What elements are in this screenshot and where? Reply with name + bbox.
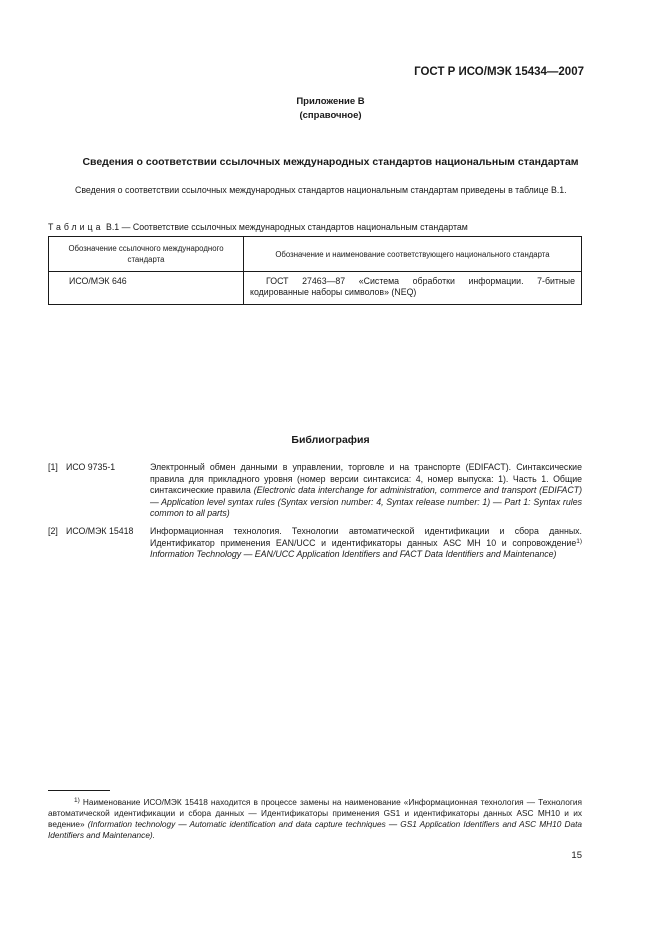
bibliography-entry xyxy=(48,526,582,576)
annex-status: (справочное) xyxy=(299,110,362,121)
table-header-ref: Обозначение ссылочного международного стандарта xyxy=(49,237,244,272)
table-header-row xyxy=(49,237,582,272)
footnote-separator xyxy=(48,790,110,791)
bibliography-entry-text: Электронный обмен данными в управлении, торговле и на транспорте (EDIFACT). Синтаксические правила для прикладного уровня (номер версии синтаксиса: 4, номер выпуска: 1). Часть 1. Общие синтаксические правила (Electronic data interchange for administration, commerce and transport (EDIFACT) — Application level syntax rules (Syntax version number: 4, Syntax release number: 1) — Part 1: Syntax rules common to all parts) xyxy=(150,462,582,518)
footnote-reference: 1) xyxy=(576,537,582,545)
bibliography-entry-number: [1] xyxy=(48,462,58,472)
footnote-marker: 1) xyxy=(74,797,80,804)
table-caption-text: В.1 — Соответствие ссылочных международных стандартов национальным стандартам xyxy=(105,222,468,232)
bibliography-entry-text: Информационная технология. Технологии автоматической идентификации и сбора данных. Идентификатор применения EAN/UCC и идентификаторы данных ASC MH 10 и сопровождение$^{1)}$ Information Technology — EAN/UCC Application Identifiers and FACT Data Identifiers and Maintenance) xyxy=(150,526,582,559)
table-caption xyxy=(48,222,468,232)
reference-table xyxy=(48,236,582,305)
table-header-national: Обозначение и наименование соответствующего национального стандарта xyxy=(244,237,582,272)
standard-code-header: ГОСТ Р ИСО/МЭК 15434—2007 xyxy=(414,66,584,78)
table-cell-national: ГОСТ 27463—87 «Система обработки информации. 7-битные кодированные наборы символов» (NEQ) xyxy=(244,272,582,305)
table-caption-label: Таблица xyxy=(48,222,104,232)
footnote: $^{1)}$ Наименование ИСО/МЭК 15418 находится в процессе замены на наименование «Информационная технология — Технология автоматической идентификации и сбора данных — Идентификаторы применения GS1 и идентификаторы данных ASC MH10 и их ведение» (Information technology — Automatic identification and data capture techniques — GS1 Application Identifiers and ASC MH10 Data Identifiers and Maintenance). xyxy=(48,797,582,840)
section-title: Сведения о соответствии ссылочных международных стандартов национальным стандартам xyxy=(82,156,579,168)
table-row xyxy=(49,272,582,305)
annex-label: Приложение В xyxy=(296,96,365,107)
bibliography-entry xyxy=(48,462,582,528)
intro-paragraph: Сведения о соответствии ссылочных международных стандартов национальным стандартам приведены в таблице В.1. xyxy=(75,185,567,195)
bibliography-entry-code: ИСО/МЭК 15418 xyxy=(66,526,134,536)
annex-heading xyxy=(0,95,661,123)
bibliography-entry-number: [2] xyxy=(48,526,58,536)
page-number: 15 xyxy=(571,850,582,861)
table-cell-ref: ИСО/МЭК 646 xyxy=(49,272,244,305)
bibliography-title: Библиография xyxy=(291,434,370,446)
bibliography-entry-code: ИСО 9735-1 xyxy=(66,462,116,472)
